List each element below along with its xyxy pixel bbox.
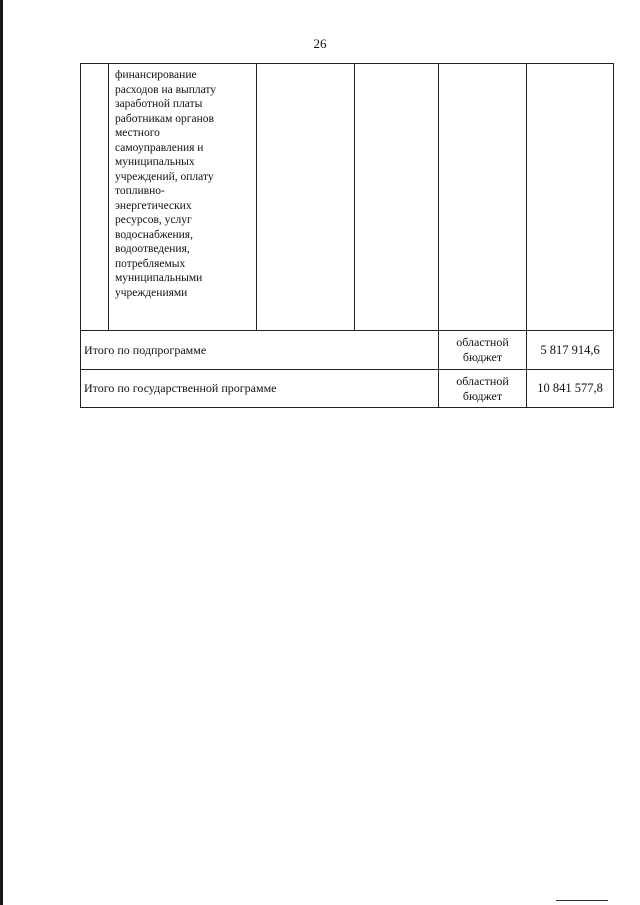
subtotal-source: областной бюджет [456,335,509,364]
total-source: областной бюджет [456,373,509,403]
subtotal-label: Итого по подпрограмме [81,331,439,370]
total-row [81,370,614,408]
empty-cell [355,64,439,331]
subtotal-amount: 5 817 914,6 [527,331,614,370]
scan-left-edge [0,0,3,905]
index-cell [81,64,109,331]
description-cell [109,64,257,331]
table-row [81,64,614,331]
row-description: финансирование расходов на выплату заработной платы работникам органов местного самоуправления и муниципальных учреждений, оплату топливно- энергетических ресурсов, услуг водоснабжения, водоотведения, потребляемых муниципальными учреждениями [115,69,217,299]
subtotal-row [81,331,614,370]
scan-artifact-line [556,900,608,901]
budget-table [80,63,614,408]
empty-cell [439,64,527,331]
empty-cell [527,64,614,331]
total-amount: 10 841 577,8 [527,370,614,408]
total-label: Итого по государственной программе [81,370,439,408]
page-number: 26 [313,36,327,51]
subtotal-source-cell [439,331,527,370]
empty-cell [257,64,355,331]
total-source-cell [439,370,527,408]
